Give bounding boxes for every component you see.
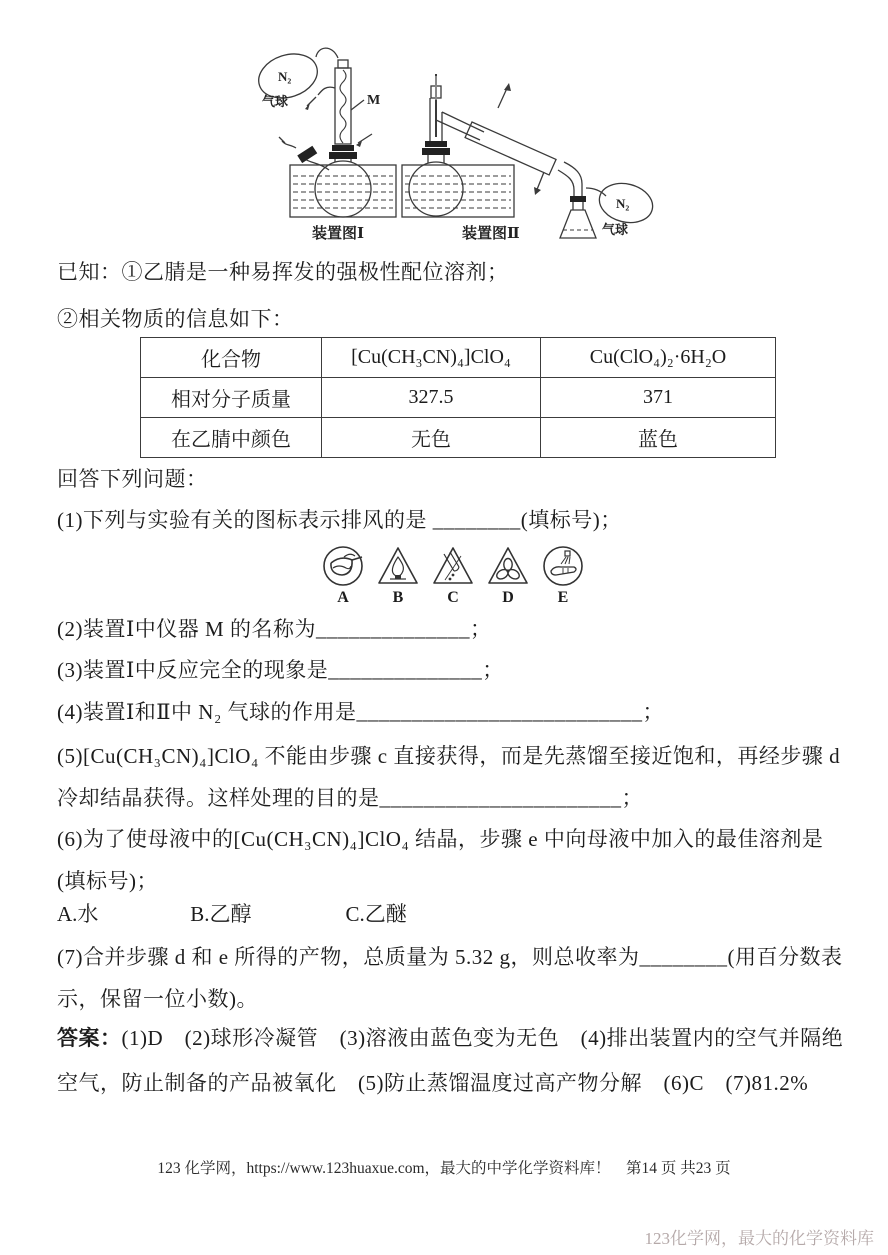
answer-label: 答案： — [57, 1026, 122, 1050]
question-5: (5)[Cu(CH₃CN)₄]ClO₄ 不能由步骤 c 直接获得，而是先蒸馏至接近饱和，再经步骤 d 冷却结晶获得。这样处理的目的是______________________； — [57, 744, 841, 810]
table-cell: 化合物 — [141, 338, 322, 378]
question-6-options — [57, 898, 407, 928]
fan-icon — [486, 544, 530, 588]
pour-liquid-icon — [321, 544, 365, 588]
table-cell: 相对分子质量 — [141, 378, 322, 418]
option-c: C.乙醚 — [345, 902, 407, 926]
table-cell: 在乙腈中颜色 — [141, 418, 322, 458]
table-cell: 371 — [541, 378, 776, 418]
apparatus-2-drawing — [402, 74, 657, 238]
apparatus-1-drawing — [253, 47, 396, 217]
table-cell: 蓝色 — [541, 418, 776, 458]
known-info-line1: 已知：①乙腈是一种易挥发的强极性配位溶剂； — [57, 260, 509, 284]
question-3: (3)装置Ⅰ中反应完全的现象是______________； — [57, 658, 504, 682]
icon-letter: A — [337, 589, 349, 606]
option-a: A.水 — [57, 902, 99, 926]
safety-icon-a — [320, 544, 366, 607]
apparatus-diagrams — [230, 40, 660, 248]
apparatus-2-caption: 装置图Ⅱ — [462, 226, 520, 242]
icon-letter: C — [447, 589, 459, 606]
answer-block — [57, 1016, 851, 1106]
flame-icon — [376, 544, 420, 588]
table-row — [141, 418, 776, 458]
balloon-word-label-1: 气球 — [262, 94, 289, 109]
icon-letter: B — [392, 589, 404, 606]
table-cell: 无色 — [322, 418, 541, 458]
table-cell: Cu(ClO₄)₂·6H₂O — [541, 338, 776, 378]
question-2: (2)装置Ⅰ中仪器 M 的名称为______________； — [57, 617, 492, 641]
table-cell: 327.5 — [322, 378, 541, 418]
questions-intro: 回答下列问题： — [57, 467, 208, 491]
balloon-gas-label-2: N₂ — [616, 196, 630, 211]
apparatus-1-caption: 装置图Ⅰ — [312, 226, 365, 242]
safety-icon-e — [540, 544, 586, 607]
compound-info-table — [140, 337, 776, 458]
known-info-line2: ②相关物质的信息如下： — [57, 307, 294, 331]
watermark: 123化学网，最大的化学资料库 — [644, 1229, 874, 1248]
balloon-word-label-2: 气球 — [602, 222, 629, 237]
condenser-m-label: M — [367, 93, 381, 108]
safety-icon-c — [430, 544, 476, 607]
option-b: B.乙醇 — [190, 902, 252, 926]
page-footer: 123 化学网，https://www.123huaxue.com，最大的中学化学资料库！ 第14 页 共23 页 — [157, 1160, 731, 1177]
table-row — [141, 338, 776, 378]
balloon-gas-label-1: N₂ — [278, 69, 292, 84]
drip-tube-icon — [431, 544, 475, 588]
table-row — [141, 378, 776, 418]
icon-letter: E — [557, 589, 569, 606]
icon-letter: D — [502, 589, 514, 606]
hand-wash-icon — [541, 544, 585, 588]
answer-text: (1)D (2)球形冷凝管 (3)溶液由蓝色变为无色 (4)排出装置内的空气并隔绝空气，防止制备的产品被氧化 (5)防止蒸馏温度过高产物分解 (6)C (7)81.2% — [57, 1026, 844, 1095]
table-cell: [Cu(CH₃CN)₄]ClO₄ — [322, 338, 541, 378]
safety-icon-b — [375, 544, 421, 607]
question-6: (6)为了使母液中的[Cu(CH₃CN)₄]ClO₄ 结晶，步骤 e 中向母液中加入的最佳溶剂是(填标号)； — [57, 827, 824, 893]
question-1: (1)下列与实验有关的图标表示排风的是 ________(填标号)； — [57, 508, 622, 532]
safety-icons-row — [320, 544, 586, 607]
safety-icon-d — [485, 544, 531, 607]
question-4: (4)装置Ⅰ和Ⅱ中 N₂ 气球的作用是__________________________； — [57, 700, 665, 724]
question-7: (7)合并步骤 d 和 e 所得的产物，总质量为 5.32 g，则总收率为________(用百分数表示，保留一位小数)。 — [57, 945, 843, 1011]
